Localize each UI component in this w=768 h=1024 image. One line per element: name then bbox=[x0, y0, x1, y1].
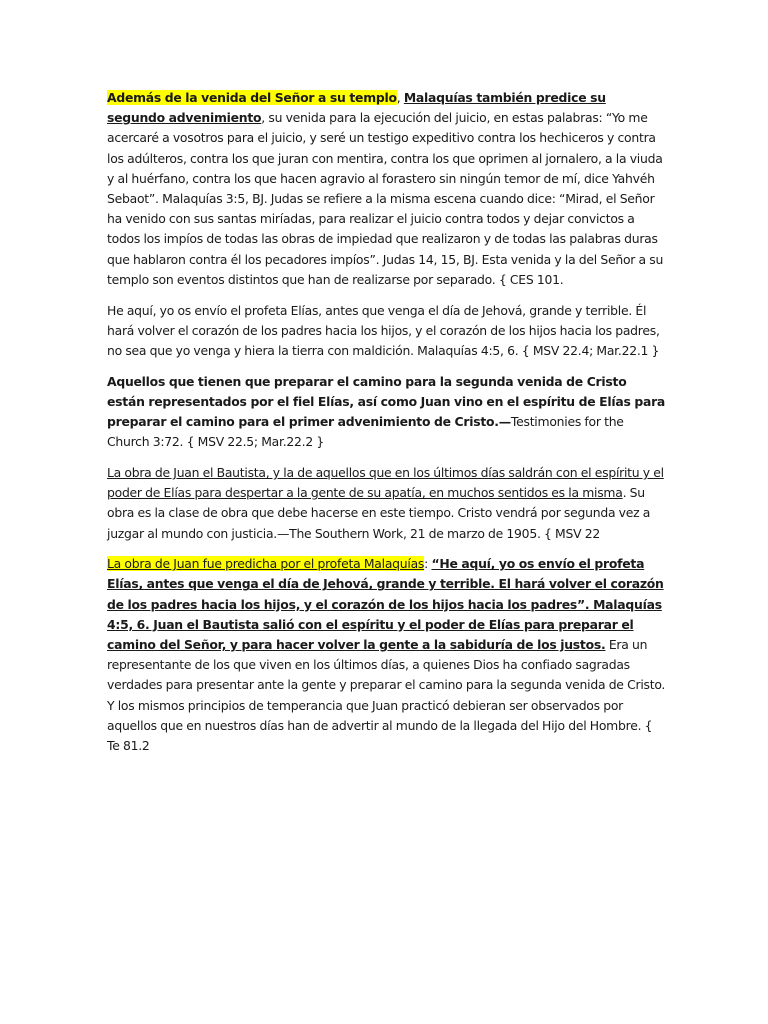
paragraph-1 bbox=[107, 88, 667, 290]
paragraph-5 bbox=[107, 554, 667, 756]
run-plain: Era un representante de los que viven en los últimos días, a quienes Dios ha confiado sagradas verdades para presentar ante la gente y preparar el camino para la segunda venida de Cristo. Y los mismos principios de temperancia que Juan practicó debieran ser observados por aquellos que en nuestros días han de advertir al mundo de la llegada del Hijo del Hombre. { Te 81.2 bbox=[107, 637, 666, 754]
run-plain: Testimonies for the Church 3:72. { MSV 22.5; Mar.22.2 } bbox=[107, 414, 624, 450]
run-highlighted-underlined: La obra de Juan fue predicha por el profeta Malaquías bbox=[107, 556, 425, 572]
run-underlined: La obra de Juan el Bautista, y la de aquellos que en los últimos días saldrán con el espíritu y el poder de Elías para despertar a la gente de su apatía, en muchos sentidos es la misma bbox=[107, 464, 664, 501]
paragraph-3 bbox=[107, 372, 667, 453]
paragraph-4 bbox=[107, 463, 667, 544]
run-plain: , bbox=[396, 90, 404, 105]
run-bold-underlined: Malaquías también predice su segundo advenimiento bbox=[107, 90, 606, 126]
run-plain: . Su obra es la clase de obra que debe hacerse en este tiempo. Cristo vendrá por segunda vez a juzgar al mundo con justicia.—The Southern Work, 21 de marzo de 1905. { MSV 22 bbox=[107, 485, 651, 541]
paragraph-2 bbox=[107, 301, 667, 362]
run-bold: Aquellos que tienen que preparar el camino para la segunda venida de Cristo están representados por el fiel Elías, así como Juan vino en el espíritu de Elías para preparar el camino para el primer advenimiento de Cristo.— bbox=[107, 373, 666, 430]
run-plain: , su venida para la ejecución del juicio, en estas palabras: “Yo me acercaré a vosotros para el juicio, y seré un testigo expeditivo contra los hechiceros y contra los adúlteros, contra los que juran con mentira, contra los que oprimen al jornalero, a la viuda y al huérfano, contra los que hacen agravio al forastero sin ningún temor de mí, dice Yahvéh Sebaot”. Malaquías 3:5, BJ. Judas se refiere a la misma escena cuando dice: “Mirad, el Señor ha venido con sus santas miríadas, para realizar el juicio contra todos y dejar convictos a todos los impíos de todas las obras de impiedad que realizaron y de todas las palabras duras que hablaron contra él los pecadores impíos”. Judas 14, 15, BJ. Esta venida y la del Señor a su templo son eventos distintos que han de realizarse por separado. { CES 101. bbox=[107, 110, 664, 287]
document-page bbox=[107, 88, 667, 767]
run-plain: : bbox=[424, 556, 432, 572]
run-bold-underlined: “He aquí, yo os envío el profeta Elías, antes que venga el día de Jehová, grande y terrible. El hará volver el corazón de los padres hacia los hijos, y el corazón de los hijos hacia los padres”. Malaquías 4:5, 6. Juan el Bautista salió con el espíritu y el poder de Elías para preparar el camino del Señor, y para hacer volver la gente a la sabiduría de los justos. bbox=[107, 556, 664, 653]
run-plain: He aquí, yo os envío el profeta Elías, antes que venga el día de Jehová, grande y terrible. Él hará volver el corazón de los padres hacia los hijos, y el corazón de los hijos hacia los padres, no sea que yo venga y hiera la tierra con maldición. Malaquías 4:5, 6. { MSV 22.4; Mar.22.1 } bbox=[107, 302, 660, 358]
run-highlighted-bold: Además de la venida del Señor a su templo bbox=[107, 90, 397, 105]
